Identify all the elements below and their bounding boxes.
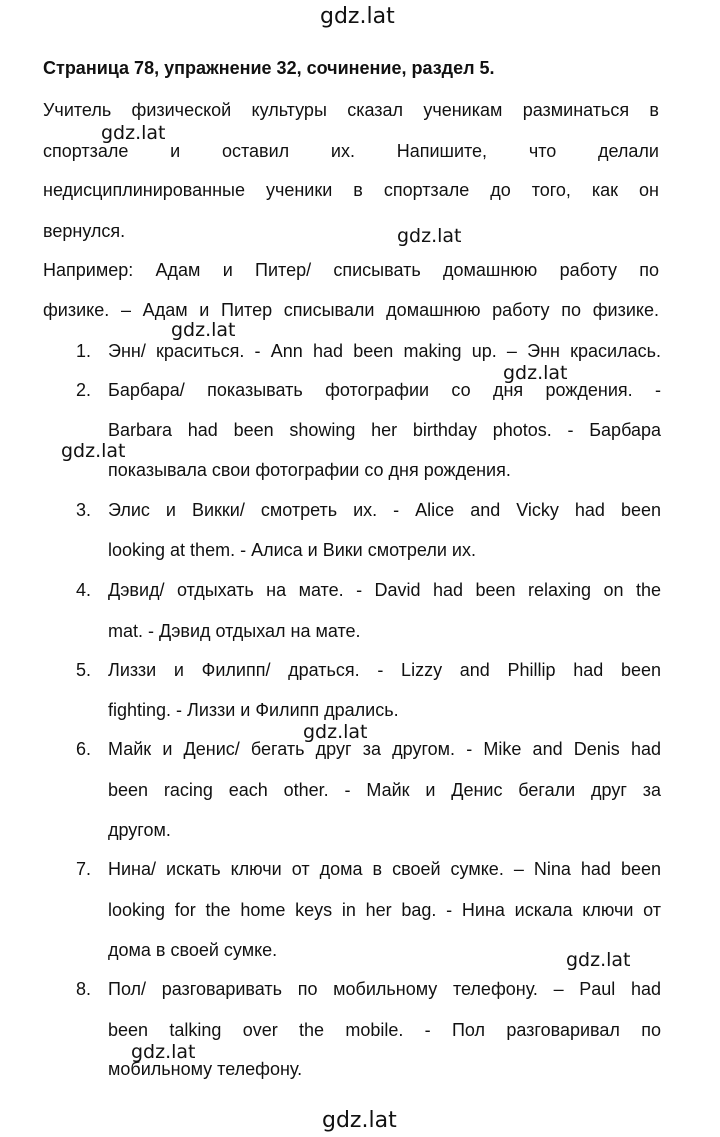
intro-line: недисциплинированные ученики в спортзале до того, как он	[43, 180, 659, 200]
list-number: 5.	[76, 660, 92, 680]
watermark-top: gdz.lat	[320, 4, 395, 29]
watermark: gdz.lat	[131, 1041, 196, 1063]
list-number: 6.	[76, 739, 92, 759]
intro-line: вернулся.	[43, 221, 126, 241]
watermark: gdz.lat	[101, 122, 166, 144]
watermark-bottom: gdz.lat	[322, 1108, 397, 1133]
list-item-line: been talking over the mobile. - Пол разговаривал по	[108, 1020, 661, 1040]
watermark: gdz.lat	[171, 319, 236, 341]
list-number: 7.	[76, 859, 92, 879]
page-title: Страница 78, упражнение 32, сочинение, раздел 5.	[43, 58, 495, 78]
list-number: 1.	[76, 341, 92, 361]
list-item-line: мобильному телефону.	[108, 1059, 303, 1079]
list-item-line: Барбара/ показывать фотографии со дня рождения. -	[108, 380, 661, 400]
watermark: gdz.lat	[61, 440, 126, 462]
list-number: 8.	[76, 979, 92, 999]
list-item-line: looking at them. - Алиса и Вики смотрели их.	[108, 540, 476, 560]
example-line: физике. – Адам и Питер списывали домашнюю работу по физике.	[43, 300, 659, 320]
list-item-line: fighting. - Лиззи и Филипп дрались.	[108, 700, 399, 720]
list-item-line: показывала свои фотографии со дня рождения.	[108, 460, 511, 480]
list-item-line: Лиззи и Филипп/ драться. - Lizzy and Phillip had been	[108, 660, 661, 680]
list-item-line: looking for the home keys in her bag. - Нина искала ключи от	[108, 900, 661, 920]
list-item-line: Майк и Денис/ бегать друг за другом. - Mike and Denis had	[108, 739, 661, 759]
list-number: 2.	[76, 380, 92, 400]
watermark: gdz.lat	[566, 949, 631, 971]
watermark: gdz.lat	[397, 225, 462, 247]
watermark: gdz.lat	[503, 362, 568, 384]
intro-line: Учитель физической культуры сказал ученикам разминаться в	[43, 100, 659, 120]
list-item-line: дома в своей сумке.	[108, 940, 278, 960]
list-number: 3.	[76, 500, 92, 520]
list-item-line: mat. - Дэвид отдыхал на мате.	[108, 621, 361, 641]
list-item-line: Пол/ разговаривать по мобильному телефону. – Paul had	[108, 979, 661, 999]
list-number: 4.	[76, 580, 92, 600]
list-item-line: другом.	[108, 820, 171, 840]
example-line: Например: Адам и Питер/ списывать домашнюю работу по	[43, 260, 659, 280]
list-item-line: Элис и Викки/ смотреть их. - Alice and Vicky had been	[108, 500, 661, 520]
watermark: gdz.lat	[303, 721, 368, 743]
list-item-line: Нина/ искать ключи от дома в своей сумке. – Nina had been	[108, 859, 661, 879]
list-item-line: Энн/ краситься. - Ann had been making up. – Энн красилась.	[108, 341, 661, 361]
list-item-line: Дэвид/ отдыхать на мате. - David had been relaxing on the	[108, 580, 661, 600]
intro-line: спортзале и оставил их. Напишите, что делали	[43, 141, 659, 161]
list-item-line: Barbara had been showing her birthday photos. - Барбара	[108, 420, 661, 440]
list-item-line: been racing each other. - Майк и Денис бегали друг за	[108, 780, 661, 800]
